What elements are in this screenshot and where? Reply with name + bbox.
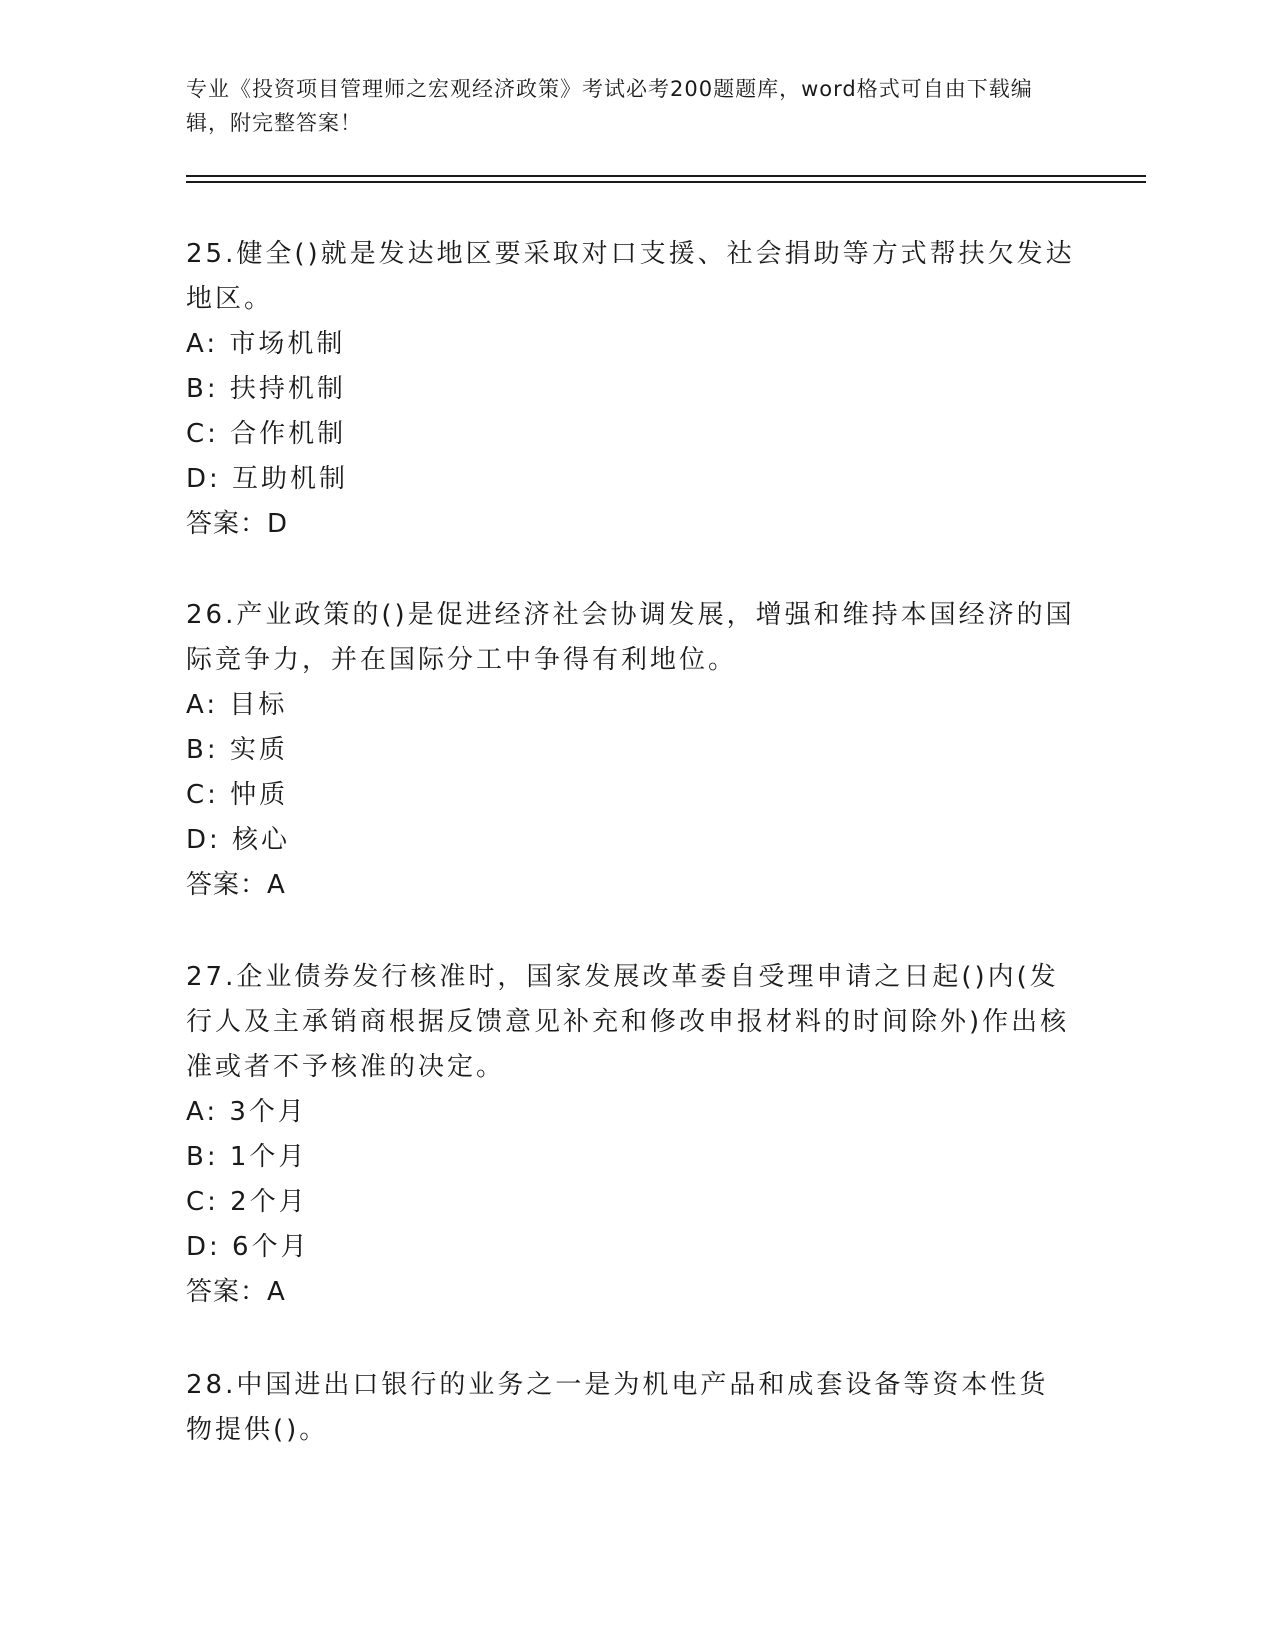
question-27 xyxy=(186,955,1076,1315)
answer: 答案：A xyxy=(186,870,286,900)
option-a: A: 目标 xyxy=(186,690,288,720)
option-d: D: 核心 xyxy=(186,825,291,855)
option-c: C: 忡质 xyxy=(186,780,289,810)
header-divider-top xyxy=(186,175,1146,177)
question-28 xyxy=(186,1363,1076,1453)
header-divider-bottom xyxy=(186,181,1146,183)
option-c: C: 合作机制 xyxy=(186,419,347,449)
document-header: 专业《投资项目管理师之宏观经济政策》考试必考200题题库，word格式可自由下载编辑，附完整答案！ xyxy=(186,77,1033,135)
option-b: B: 实质 xyxy=(186,735,288,765)
option-b: B: 1个月 xyxy=(186,1142,308,1172)
option-c: C: 2个月 xyxy=(186,1187,308,1217)
question-stem: 25.健全()就是发达地区要采取对口支援、社会捐助等方式帮扶欠发达地区。 xyxy=(186,239,1075,314)
question-stem: 27.企业债券发行核准时，国家发展改革委自受理申请之日起()内(发行人及主承销商根据反馈意见补充和修改申报材料的时间除外)作出核准或者不予核准的决定。 xyxy=(186,962,1070,1082)
question-25 xyxy=(186,232,1076,547)
answer: 答案：D xyxy=(186,509,289,539)
question-stem: 26.产业政策的()是促进经济社会协调发展，增强和维持本国经济的国际竞争力，并在国际分工中争得有利地位。 xyxy=(186,600,1075,675)
option-a: A: 3个月 xyxy=(186,1097,307,1127)
option-d: D: 互助机制 xyxy=(186,464,349,494)
answer: 答案：A xyxy=(186,1277,286,1307)
option-d: D: 6个月 xyxy=(186,1232,310,1262)
option-a: A: 市场机制 xyxy=(186,329,346,359)
question-26 xyxy=(186,593,1076,908)
option-b: B: 扶持机制 xyxy=(186,374,346,404)
question-stem: 28.中国进出口银行的业务之一是为机电产品和成套设备等资本性货物提供()。 xyxy=(186,1370,1049,1445)
